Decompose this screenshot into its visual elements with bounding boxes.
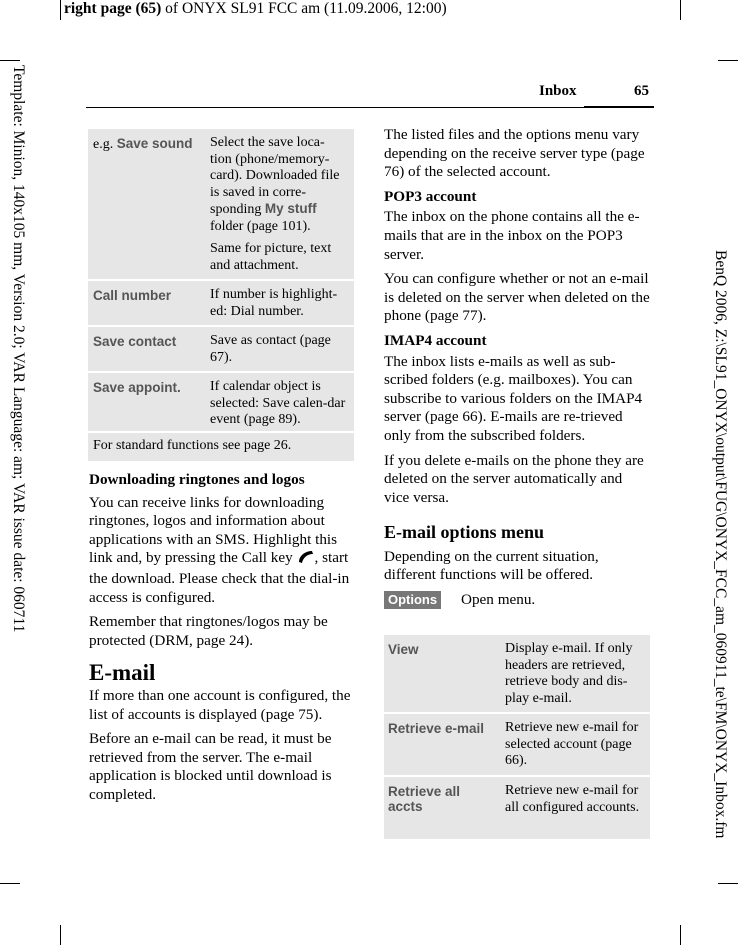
row-value: Select the save loca-tion (phone/memory-card). Downloaded file is saved in corre-sponding My stuff folder (page 101). Same for picture, text and attachment. <box>210 135 340 273</box>
row-key: e.g. Save sound <box>93 136 193 152</box>
paragraph: Remember that ringtones/logos may be protected (DRM, page 24). <box>89 613 328 649</box>
section-heading: POP3 account <box>384 187 477 205</box>
crop-mark <box>680 925 681 945</box>
crop-mark <box>680 0 681 20</box>
crop-mark <box>718 883 738 884</box>
row-key: Save appoint. <box>93 380 181 395</box>
paragraph: If more than one account is configured, the list of accounts is displayed (page 75). <box>89 686 351 723</box>
table-row <box>384 635 650 714</box>
options-description: Open menu. <box>461 591 536 609</box>
production-header: right page (65) of ONYX SL91 FCC am (11.09.2006, 12:00) <box>64 0 447 17</box>
row-value: If number is highlight-ed: Dial number. <box>210 287 338 319</box>
row-value: Retrieve new e-mail for all configured accounts. <box>505 783 640 815</box>
page-number: 65 <box>634 83 649 99</box>
message-options-table <box>88 129 354 461</box>
header-rule <box>86 107 584 108</box>
paragraph: You can configure whether or not an e-mail is deleted on the server when deleted on the phone (page 77). <box>384 270 650 325</box>
crop-mark <box>60 0 61 20</box>
email-options-table <box>384 635 650 839</box>
row-key: Retrieve all accts <box>388 784 461 814</box>
table-row <box>88 129 354 281</box>
table-row <box>88 327 354 373</box>
right-column <box>384 126 650 613</box>
table-row <box>384 714 650 777</box>
crop-mark <box>60 925 61 945</box>
section-heading: Downloading ringtones and logos <box>89 471 305 488</box>
options-line <box>384 591 650 613</box>
crop-mark <box>718 60 738 61</box>
row-key: Retrieve e-mail <box>388 721 485 736</box>
paragraph: Depending on the current situation, different functions will be offered. <box>384 547 599 584</box>
table-footer: For standard functions see page 26. <box>93 438 292 453</box>
row-key: Save contact <box>93 334 177 349</box>
call-key-icon <box>297 550 315 570</box>
section-title-email: E-mail <box>89 660 156 686</box>
options-softkey: Options <box>384 591 441 609</box>
paragraph: Before an e-mail can be read, it must be retrieved from the server. The e-mail application is blocked until download is completed. <box>89 730 332 803</box>
left-column <box>89 471 355 811</box>
paragraph: You can receive links for downloading ringtones, logos and information about applications with an SMS. Highlight this link and, by pressing the Call key , start the download. Please check that the dial-in access is configured. <box>89 493 350 606</box>
row-value: Retrieve new e-mail for selected account (page 66). <box>505 720 639 768</box>
paragraph: The inbox lists e-mails as well as sub-scribed folders (e.g. mailboxes). You can subscribe to various folders on the IMAP4 server (page 66). E-mails are re-trieved only from the subscribed folders. <box>384 352 643 444</box>
crop-mark <box>0 60 20 61</box>
row-value: Display e-mail. If only headers are retrieved, retrieve body and dis-play e-mail. <box>505 641 633 706</box>
paragraph: The listed files and the options menu vary depending on the receive server type (page 76) of the selected account. <box>384 126 645 181</box>
file-path: BenQ 2006, Z:\SL91_ONYX\output\FUG\ONYX_FCC_am_060911_te\FM\ONYX_Inbox.fm <box>712 250 729 839</box>
table-row <box>88 281 354 327</box>
header-rule-thick <box>584 106 654 108</box>
running-head-title: Inbox <box>539 83 577 99</box>
section-heading: IMAP4 account <box>384 331 487 349</box>
section-title-options: E-mail options menu <box>384 522 545 543</box>
paragraph: The inbox on the phone contains all the e-mails that are in the inbox on the POP3 server. <box>384 208 640 263</box>
row-value: Save as contact (page 67). <box>210 333 331 365</box>
paragraph: If you delete e-mails on the phone they are deleted on the server automatically and vice versa. <box>384 451 644 506</box>
template-info: Template: Minion, 140x105 mm, Version 2.0; VAR Language: am; VAR issue date: 060711 <box>10 65 27 633</box>
crop-mark <box>0 883 20 884</box>
row-key: Call number <box>93 288 172 303</box>
row-key: View <box>388 642 419 657</box>
table-row <box>384 777 650 839</box>
table-row <box>88 373 354 433</box>
row-value: If calendar object is selected: Save calen-dar event (page 89). <box>210 379 346 427</box>
